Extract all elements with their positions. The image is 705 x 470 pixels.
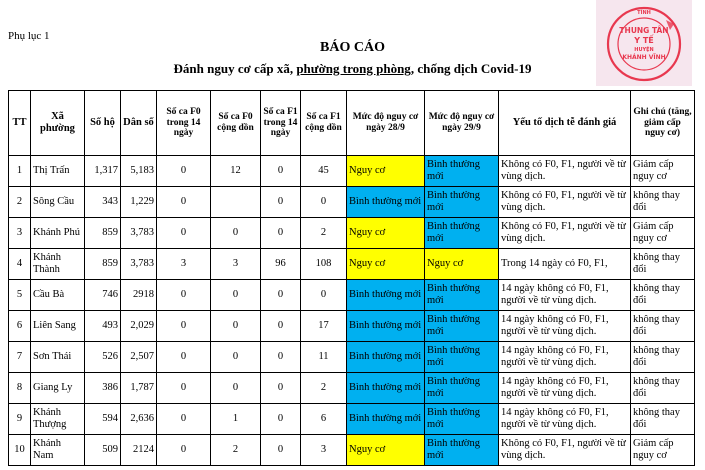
cell-level-29: Bình thường mới	[425, 187, 499, 218]
cell-f1-total: 11	[301, 342, 347, 373]
cell-level-28: Bình thường mới	[347, 311, 425, 342]
cell-level-29: Bình thường mới	[425, 435, 499, 466]
cell-f1-14: 0	[261, 187, 301, 218]
cell-notes: không thay đổi	[631, 187, 695, 218]
cell-level-28: Nguy cơ	[347, 218, 425, 249]
cell-households: 1,317	[85, 156, 121, 187]
cell-households: 594	[85, 404, 121, 435]
table-row	[9, 187, 695, 218]
cell-f0-total: 0	[211, 218, 261, 249]
cell-factors: Không có F0, F1, người về từ vùng dịch.	[499, 218, 631, 249]
col-header-f0-total: Số ca F0 cộng dồn	[211, 91, 261, 156]
cell-factors: Không có F0, F1, người về từ vùng dịch.	[499, 435, 631, 466]
risk-report-table	[8, 90, 695, 466]
cell-population: 3,783	[121, 218, 157, 249]
cell-commune: Thị Trấn	[31, 156, 85, 187]
cell-commune: Giang Ly	[31, 373, 85, 404]
cell-f1-14: 0	[261, 156, 301, 187]
cell-notes: Giảm cấp nguy cơ	[631, 435, 695, 466]
cell-f0-total: 12	[211, 156, 261, 187]
stamp-line1: TỈNH	[637, 10, 651, 16]
cell-tt: 9	[9, 404, 31, 435]
cell-households: 859	[85, 249, 121, 280]
cell-factors: 14 ngày không có F0, F1, người về từ vùng dịch.	[499, 311, 631, 342]
cell-households: 859	[85, 218, 121, 249]
cell-level-28: Bình thường mới	[347, 187, 425, 218]
cell-f0-14: 0	[157, 342, 211, 373]
cell-level-28: Bình thường mới	[347, 280, 425, 311]
col-header-population: Dân số	[121, 91, 157, 156]
cell-level-28: Bình thường mới	[347, 373, 425, 404]
cell-f0-14: 3	[157, 249, 211, 280]
cell-level-28: Nguy cơ	[347, 435, 425, 466]
cell-population: 1,787	[121, 373, 157, 404]
cell-f0-total: 3	[211, 249, 261, 280]
col-header-level-28: Mức độ nguy cơ ngày 28/9	[347, 91, 425, 156]
table-row	[9, 156, 695, 187]
table-row	[9, 280, 695, 311]
cell-f1-total: 17	[301, 311, 347, 342]
appendix-label: Phụ lục 1	[8, 30, 50, 42]
cell-factors: Không có F0, F1, người về từ vùng dịch.	[499, 187, 631, 218]
cell-f0-total: 0	[211, 311, 261, 342]
subtitle-post: , chống dịch Covid-19	[410, 61, 532, 76]
cell-f0-14: 0	[157, 280, 211, 311]
cell-tt: 6	[9, 311, 31, 342]
cell-commune: Sông Cầu	[31, 187, 85, 218]
cell-f0-total	[211, 187, 261, 218]
cell-population: 2,029	[121, 311, 157, 342]
cell-population: 5,183	[121, 156, 157, 187]
cell-notes: Giảm cấp nguy cơ	[631, 218, 695, 249]
stamp-line2: THUNG TÂN	[619, 26, 669, 35]
cell-f1-total: 0	[301, 280, 347, 311]
cell-f1-total: 2	[301, 373, 347, 404]
col-header-f0-14: Số ca F0 trong 14 ngày	[157, 91, 211, 156]
cell-level-28: Bình thường mới	[347, 404, 425, 435]
cell-f1-14: 0	[261, 218, 301, 249]
cell-commune: Khánh Thượng	[31, 404, 85, 435]
cell-f0-total: 0	[211, 373, 261, 404]
cell-f0-14: 0	[157, 156, 211, 187]
cell-level-28: Bình thường mới	[347, 342, 425, 373]
cell-notes: Giảm cấp nguy cơ	[631, 156, 695, 187]
cell-f0-14: 0	[157, 373, 211, 404]
cell-households: 386	[85, 373, 121, 404]
cell-f1-total: 108	[301, 249, 347, 280]
cell-notes: không thay đổi	[631, 404, 695, 435]
table-row	[9, 404, 695, 435]
cell-population: 2124	[121, 435, 157, 466]
cell-commune: Sơn Thái	[31, 342, 85, 373]
cell-level-29: Bình thường mới	[425, 280, 499, 311]
cell-tt: 7	[9, 342, 31, 373]
cell-notes: không thay đổi	[631, 373, 695, 404]
cell-notes: không thay đổi	[631, 249, 695, 280]
report-subtitle	[0, 61, 705, 77]
cell-population: 3,783	[121, 249, 157, 280]
cell-f0-total: 0	[211, 342, 261, 373]
cell-f1-14: 0	[261, 280, 301, 311]
cell-commune: Liên Sang	[31, 311, 85, 342]
cell-f1-14: 0	[261, 404, 301, 435]
cell-f0-14: 0	[157, 311, 211, 342]
table-row	[9, 373, 695, 404]
cell-level-28: Nguy cơ	[347, 156, 425, 187]
report-title: BÁO CÁO	[320, 40, 385, 55]
cell-level-29: Bình thường mới	[425, 156, 499, 187]
cell-factors: 14 ngày không có F0, F1, người về từ vùng dịch.	[499, 404, 631, 435]
cell-tt: 1	[9, 156, 31, 187]
cell-f0-total: 0	[211, 280, 261, 311]
stamp-line3: Y TẾ	[634, 36, 654, 45]
col-header-f1-total: Số ca F1 cộng dồn	[301, 91, 347, 156]
cell-tt: 4	[9, 249, 31, 280]
cell-tt: 3	[9, 218, 31, 249]
table-header-row	[9, 91, 695, 156]
col-header-f1-14: Số ca F1 trong 14 ngày	[261, 91, 301, 156]
cell-f1-14: 0	[261, 373, 301, 404]
cell-f0-14: 0	[157, 404, 211, 435]
stamp-line4: HUYỆN	[634, 47, 654, 53]
cell-households: 526	[85, 342, 121, 373]
cell-level-28: Nguy cơ	[347, 249, 425, 280]
cell-f0-14: 0	[157, 187, 211, 218]
cell-households: 343	[85, 187, 121, 218]
cell-commune: Cầu Bà	[31, 280, 85, 311]
table-row	[9, 342, 695, 373]
col-header-households: Số hộ	[85, 91, 121, 156]
cell-tt: 8	[9, 373, 31, 404]
cell-population: 2918	[121, 280, 157, 311]
cell-factors: 14 ngày không có F0, F1, người về từ vùng dịch.	[499, 280, 631, 311]
subtitle-pre: Đánh nguy cơ cấp xã,	[173, 61, 297, 76]
cell-level-29: Bình thường mới	[425, 218, 499, 249]
cell-factors: Không có F0, F1, người về từ vùng dịch.	[499, 156, 631, 187]
table-row	[9, 249, 695, 280]
col-header-factors: Yếu tố dịch tễ đánh giá	[499, 91, 631, 156]
cell-notes: không thay đổi	[631, 280, 695, 311]
cell-f1-total: 2	[301, 218, 347, 249]
cell-commune: Khánh Nam	[31, 435, 85, 466]
subtitle-underlined: phường trong phòng	[296, 61, 411, 76]
cell-f1-total: 3	[301, 435, 347, 466]
cell-f1-14: 0	[261, 311, 301, 342]
cell-f1-total: 0	[301, 187, 347, 218]
cell-f1-14: 0	[261, 342, 301, 373]
table-row	[9, 435, 695, 466]
cell-commune: Khánh Thành	[31, 249, 85, 280]
cell-f1-14: 96	[261, 249, 301, 280]
cell-f0-14: 0	[157, 435, 211, 466]
cell-tt: 10	[9, 435, 31, 466]
cell-factors: 14 ngày không có F0, F1, người về từ vùng dịch.	[499, 373, 631, 404]
cell-level-29: Nguy cơ	[425, 249, 499, 280]
cell-f0-total: 1	[211, 404, 261, 435]
stamp-line5: KHÁNH VĨNH	[622, 54, 666, 61]
cell-population: 2,507	[121, 342, 157, 373]
cell-households: 746	[85, 280, 121, 311]
cell-level-29: Bình thường mới	[425, 342, 499, 373]
cell-f1-total: 45	[301, 156, 347, 187]
cell-households: 509	[85, 435, 121, 466]
col-header-commune: Xã phường	[31, 91, 85, 156]
cell-level-29: Bình thường mới	[425, 373, 499, 404]
cell-f0-14: 0	[157, 218, 211, 249]
table-row	[9, 311, 695, 342]
cell-factors: 14 ngày không có F0, F1, người về từ vùng dịch.	[499, 342, 631, 373]
cell-population: 1,229	[121, 187, 157, 218]
cell-households: 493	[85, 311, 121, 342]
cell-level-29: Bình thường mới	[425, 404, 499, 435]
cell-level-29: Bình thường mới	[425, 311, 499, 342]
cell-f0-total: 2	[211, 435, 261, 466]
cell-f1-total: 6	[301, 404, 347, 435]
cell-notes: không thay đổi	[631, 342, 695, 373]
cell-f1-14: 0	[261, 435, 301, 466]
col-header-tt: TT	[9, 91, 31, 156]
cell-population: 2,636	[121, 404, 157, 435]
cell-notes: không thay đổi	[631, 311, 695, 342]
cell-tt: 2	[9, 187, 31, 218]
col-header-level-29: Mức độ nguy cơ ngày 29/9	[425, 91, 499, 156]
table-row	[9, 218, 695, 249]
cell-factors: Trong 14 ngày có F0, F1,	[499, 249, 631, 280]
cell-tt: 5	[9, 280, 31, 311]
cell-commune: Khánh Phú	[31, 218, 85, 249]
col-header-notes: Ghi chú (tăng, giảm cấp nguy cơ)	[631, 91, 695, 156]
